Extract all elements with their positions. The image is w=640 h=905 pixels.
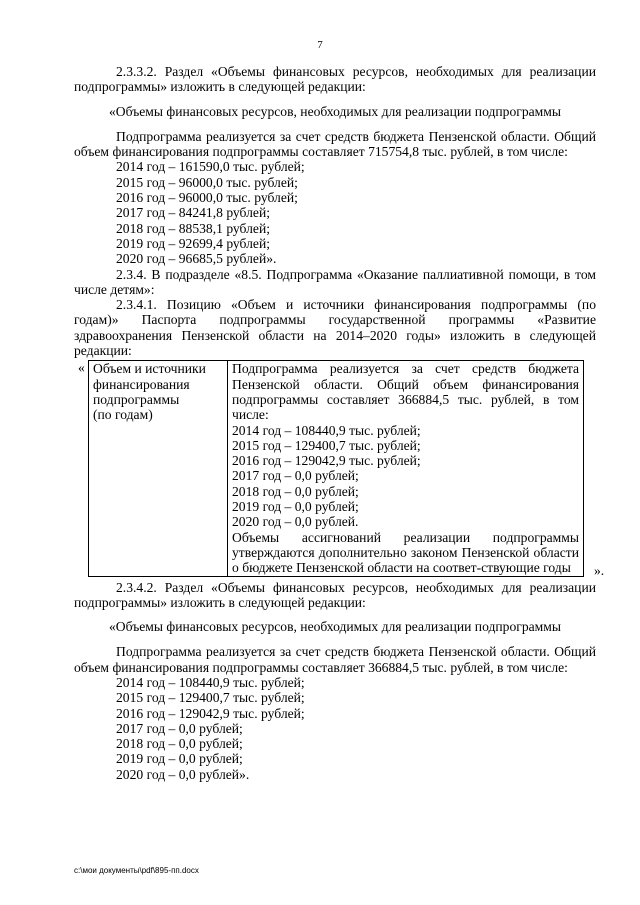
label-line: финансирования bbox=[93, 376, 190, 392]
table-cell-label bbox=[89, 361, 228, 576]
year-line: 2019 год – 0,0 рублей; bbox=[116, 751, 243, 767]
table-year-line: 2019 год – 0,0 рублей; bbox=[232, 499, 359, 515]
year-line: 2016 год – 96000,0 тыс. рублей; bbox=[116, 190, 298, 206]
year-line: 2015 год – 129400,7 тыс. рублей; bbox=[116, 690, 305, 706]
table-row bbox=[89, 361, 584, 576]
year-line: 2015 год – 96000,0 тыс. рублей; bbox=[116, 174, 298, 190]
year-line: 2017 год – 84241,8 рублей; bbox=[116, 205, 270, 221]
year-line: 2020 год – 96685,5 рублей». bbox=[116, 251, 277, 267]
table-year-line: 2020 год – 0,0 рублей. bbox=[232, 514, 359, 530]
passport-table bbox=[88, 360, 584, 576]
year-line: 2014 год – 108440,9 тыс. рублей; bbox=[116, 674, 305, 690]
paragraph-funding-1: Подпрограмма реализуется за счет средств бюджета Пензенской области. Общий объем финансирования подпрограммы составляет 715754,8 тыс. рублей, в том числе: bbox=[74, 128, 596, 160]
table-intro: Подпрограмма реализуется за счет средств бюджета Пензенской области. Общий объем финансирования подпрограммы составляет 366884,5 тыс. рублей, в том числе: bbox=[232, 361, 579, 423]
table-year-line: 2015 год – 129400,7 тыс. рублей; bbox=[232, 437, 421, 453]
label-line: Объем и источники bbox=[93, 361, 206, 377]
close-quote: ». bbox=[594, 563, 605, 579]
year-line: 2014 год – 161590,0 тыс. рублей; bbox=[116, 159, 305, 175]
table-year-line: 2014 год – 108440,9 тыс. рублей; bbox=[232, 422, 421, 438]
table-year-line: 2017 год – 0,0 рублей; bbox=[232, 468, 359, 484]
label-line: (по годам) bbox=[93, 407, 153, 423]
file-path-footer: c:\мои документы\pdf\895-пп.docx bbox=[74, 866, 199, 875]
year-line: 2017 год – 0,0 рублей; bbox=[116, 720, 243, 736]
table-year-line: 2018 год – 0,0 рублей; bbox=[232, 483, 359, 499]
passport-table-wrapper bbox=[74, 360, 605, 579]
open-quote: « bbox=[78, 360, 85, 376]
paragraph-2-3-4-1: 2.3.4.1. Позицию «Объем и источники финансирования подпрограммы (по годам)» Паспорта подпрограммы государственной программы «Развитие здравоохранения Пензенской области на 2014–2020 годы» изложить в следующей редакции: bbox=[74, 297, 596, 359]
paragraph-2-3-3-2: 2.3.3.2. Раздел «Объемы финансовых ресурсов, необходимых для реализации подпрограммы» изложить в следующей редакции: bbox=[74, 64, 596, 95]
years-list-2 bbox=[74, 675, 596, 782]
table-year-line: 2016 год – 129042,9 тыс. рублей; bbox=[232, 453, 421, 469]
years-list-1 bbox=[74, 159, 596, 266]
page-number: 7 bbox=[317, 39, 323, 51]
table-outro: Объемы ассигнований реализации подпрограммы утверждаются дополнительно законом Пензенской области о бюджете Пензенской области на соответ-ствующие годы bbox=[232, 529, 579, 576]
table-cell-value bbox=[228, 361, 584, 576]
section-heading-2: «Объемы финансовых ресурсов, необходимых для реализации подпрограммы bbox=[109, 619, 561, 635]
label-line: подпрограммы bbox=[93, 391, 180, 407]
year-line: 2018 год – 88538,1 рублей; bbox=[116, 220, 270, 236]
year-line: 2016 год – 129042,9 тыс. рублей; bbox=[116, 705, 305, 721]
year-line: 2020 год – 0,0 рублей». bbox=[116, 766, 250, 782]
year-line: 2018 год – 0,0 рублей; bbox=[116, 736, 243, 752]
year-line: 2019 год – 92699,4 рублей; bbox=[116, 235, 270, 251]
paragraph-2-3-4-2: 2.3.4.2. Раздел «Объемы финансовых ресурсов, необходимых для реализации подпрограммы» изложить в следующей редакции: bbox=[74, 579, 596, 610]
paragraph-2-3-4: 2.3.4. В подразделе «8.5. Подпрограмма «Оказание паллиативной помощи, в том числе детям»: bbox=[74, 266, 596, 297]
section-heading-1: «Объемы финансовых ресурсов, необходимых для реализации подпрограммы bbox=[109, 103, 561, 119]
paragraph-funding-2: Подпрограмма реализуется за счет средств бюджета Пензенской области. Общий объем финансирования подпрограммы составляет 366884,5 тыс. рублей, в том числе: bbox=[74, 644, 596, 675]
document-body bbox=[74, 64, 605, 782]
